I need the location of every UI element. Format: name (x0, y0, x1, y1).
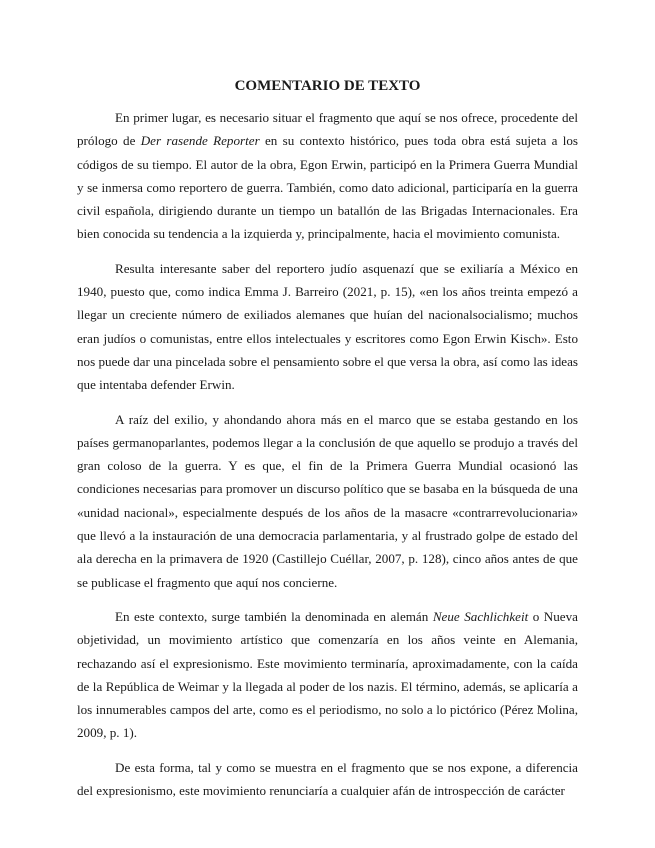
movement-name: Neue Sachlichkeit (432, 608, 529, 624)
text-run: En primer lugar, es necesario situar el fragmento que aquí se nos ofrece, procedente del prólogo de (77, 110, 578, 149)
paragraph-1 (77, 106, 578, 246)
document-title: COMENTARIO DE TEXTO (234, 78, 421, 94)
text-run: A raíz del exilio, y ahondando ahora más en el marco que se estaba gestando en los países germanoparlantes, podemos llegar a la conclusión de que aquello se produjo a través del gran coloso de la guerra. Y es que, el fin de la Primera Guerra Mundial ocasionó las condiciones necesarias para promover un discurso político que se basaba en la búsqueda de una «unidad nacional», especialmente después de los años de la masacre «contrarrevolucionaria» que llevó a la instauración de una democracia parlamentaria, y al frustrado golpe de estado del ala derecha en la primavera de 1920 (Castillejo Cuéllar, 2007, p. 128), cinco años antes de que se publicase el fragmento que aquí nos concierne. (77, 411, 578, 590)
paragraph-3 (77, 408, 578, 594)
text-run: o Nueva objetividad, un movimiento artístico que comenzaría en los años veinte en Alemania, rechazando así el expresionismo. Este movimiento terminaría, aproximadamente, con la caída de la República de Weimar y la llegada al poder de los nazis. El término, además, se aplicaría a los innumerables campos del arte, como es el periodismo, no solo a lo pictórico (Pérez Molina, 2009, p. 1). (77, 608, 578, 741)
text-run: En este contexto, surge también la denominada en alemán (115, 608, 433, 624)
paragraph-4 (77, 605, 578, 745)
text-run: Resulta interesante saber del reportero judío asquenazí que se exiliaría a México en 1940, puesto que, como indica Emma J. Barreiro (2021, p. 15), «en los años treinta empezó a llegar un creciente número de exiliados alemanes que huían del nacionalsocialismo; muchos eran judíos o comunistas, entre ellos intelectuales y escritores como Egon Erwin Kisch». Esto nos puede dar una pincelada sobre el pensamiento sobre el que versa la obra, así como las ideas que intentaba defender Erwin. (77, 260, 578, 393)
text-run: en su contexto histórico, pues toda obra está sujeta a los códigos de su tiempo. El autor de la obra, Egon Erwin, participó en la Primera Guerra Mundial y se inmersa como reportero de guerra. También, como dato adicional, participaría en la guerra civil española, dirigiendo durante un tiempo un batallón de las Brigadas Internacionales. Era bien conocida su tendencia a la izquierda y, principalmente, hacia el movimiento comunista. (77, 133, 578, 242)
paragraph-5 (77, 756, 578, 803)
paragraph-2 (77, 257, 578, 397)
text-run: De esta forma, tal y como se muestra en el fragmento que se nos expone, a diferencia del expresionismo, este movimiento renunciaría a cualquier afán de introspección de carácter (77, 759, 578, 799)
book-title: Der rasende Reporter (140, 133, 260, 149)
